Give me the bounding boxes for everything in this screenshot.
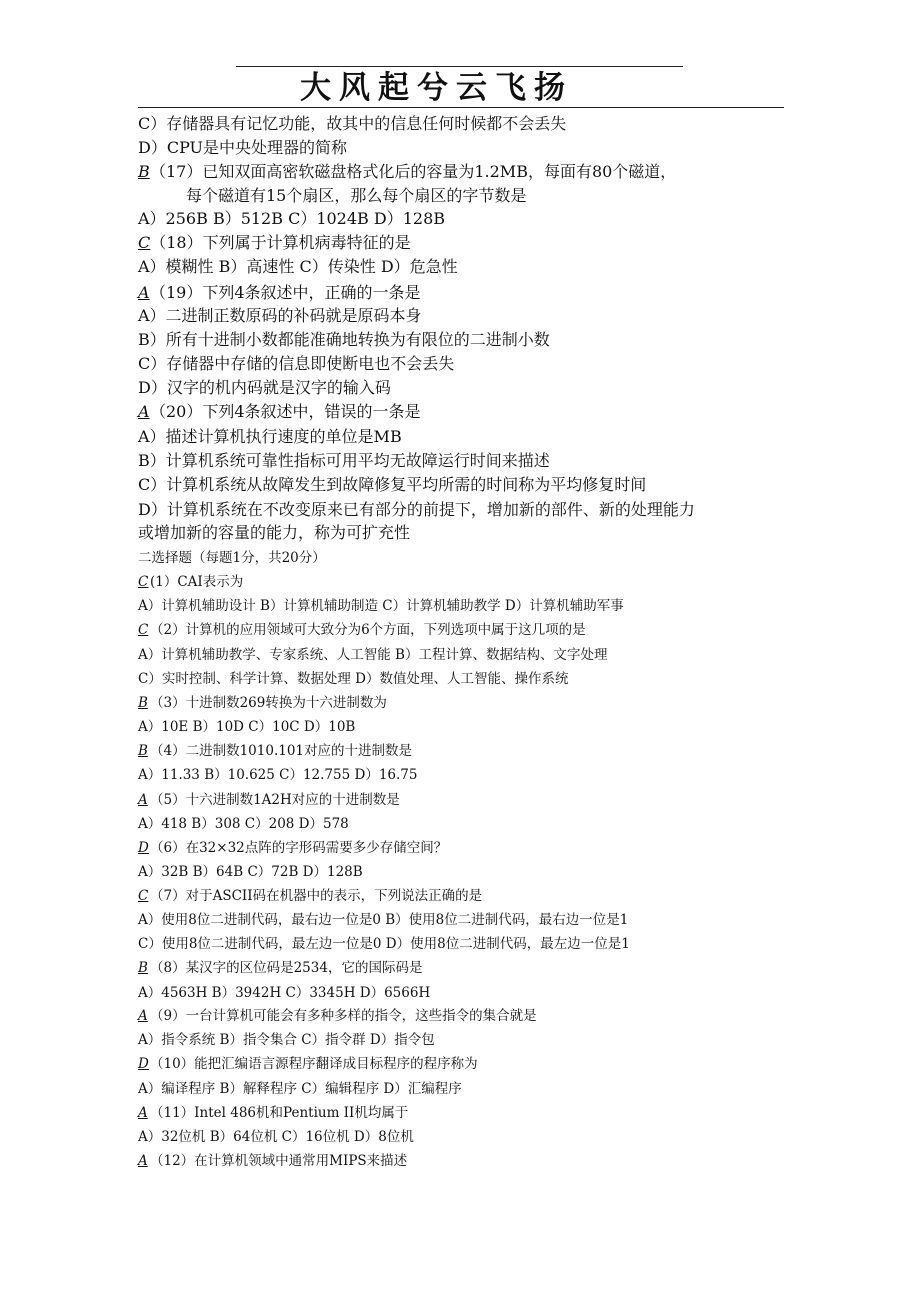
line-text: A）10E B）10D C）10C D）10B [138,719,356,735]
answer-mark: C [138,622,149,638]
line-text: A）11.33 B）10.625 C）12.755 D）16.75 [138,767,418,783]
text-line [138,669,568,689]
text-line [138,741,412,761]
text-line [138,572,243,592]
answer-mark: C [138,574,149,590]
text-line [138,1151,407,1171]
answer-mark: D [138,840,149,856]
line-text: （20）下列4条叙述中，错误的一条是 [150,402,421,421]
text-line [138,426,402,448]
header-rule-bottom [138,107,784,108]
line-text: （6）在32×32点阵的字形码需要多少存储空间？ [150,840,448,856]
line-text: A）32位机 B）64位机 C）16位机 D）8位机 [138,1129,414,1145]
text-line [138,693,387,713]
line-text: （12）在计算机领域中通常用MIPS来描述 [150,1153,408,1169]
line-text: (1）CAI表示为 [150,574,244,590]
answer-mark: A [138,283,150,302]
text-line [138,1079,462,1099]
answer-mark: D [138,1056,149,1072]
text-line [138,838,447,858]
text-line [138,161,676,183]
text-line [138,113,566,135]
text-line [138,305,422,327]
answer-mark: A [138,402,150,421]
answer-mark: A [138,1153,148,1169]
text-line [138,886,482,906]
line-text: A）模糊性 B）高速性 C）传染性 D）危急性 [138,257,458,276]
answer-mark: A [138,1105,148,1121]
answer-mark: C [138,233,151,252]
text-line [138,1127,414,1147]
answer-mark: A [138,1008,148,1024]
text-line [138,1103,408,1123]
text-line [138,1006,537,1026]
text-line [186,185,526,207]
text-line [138,377,391,399]
line-text: （10）能把汇编语言源程序翻译成目标程序的程序称为 [150,1056,478,1072]
line-text: （3）十进制数269转换为十六进制数为 [150,695,387,711]
text-line [138,137,347,159]
line-text: A）计算机辅助设计 B）计算机辅助制造 C）计算机辅助教学 D）计算机辅助军事 [138,598,624,614]
text-line [138,522,410,544]
text-line [138,1030,435,1050]
line-text: （9）一台计算机可能会有多种多样的指令，这些指令的集合就是 [150,1008,537,1024]
text-line [138,232,411,254]
line-text: （19）下列4条叙述中，正确的一条是 [150,283,421,302]
answer-mark: C [138,888,149,904]
answer-mark: B [138,162,150,181]
text-line [138,814,349,834]
text-line [138,983,430,1003]
line-text: D）CPU是中央处理器的简称 [138,138,348,157]
line-text: （7）对于ASCII码在机器中的表示，下列说法正确的是 [150,888,483,904]
text-line [138,1054,478,1074]
line-text: B）所有十进制小数都能准确地转换为有限位的二进制小数 [138,330,550,349]
line-text: A）二进制正数原码的补码就是原码本身 [138,306,422,325]
line-text: （8）某汉字的区位码是2534，它的国际码是 [150,960,423,976]
line-text: （11）Intel 486机和Pentium II机均属于 [150,1105,409,1121]
line-text: A）32B B）64B C）72B D）128B [138,864,363,880]
line-text: A）使用8位二进制代码，最右边一位是0 B）使用8位二进制代码，最右边一位是1 [138,912,629,928]
header-rule-top [236,66,683,67]
text-line [138,282,421,304]
line-text: C）存储器中存储的信息即使断电也不会丢失 [138,354,455,373]
line-text: （18）下列属于计算机病毒特征的是 [150,233,411,252]
line-text: D）计算机系统在不改变原来已有部分的前提下，增加新的部件、新的处理能力 [138,500,695,519]
line-text: C）计算机系统从故障发生到故障修复平均所需的时间称为平均修复时间 [138,475,647,494]
text-line [138,910,628,930]
text-line [138,548,326,568]
text-line [138,450,550,472]
line-text: A）256B B）512B C）1024B D）128B [138,209,446,228]
line-text: （17）已知双面高密软磁盘格式化后的容量为1.2MB，每面有80个磁道， [150,162,677,181]
answer-mark: B [138,695,148,711]
line-text: A）418 B）308 C）208 D）578 [138,816,349,832]
line-text: （5）十六进制数1A2H对应的十进制数是 [150,792,400,808]
text-line [138,765,417,785]
line-text: 每个磁道有15个扇区，那么每个扇区的字节数是 [186,186,527,205]
line-text: C）使用8位二进制代码，最左边一位是0 D）使用8位二进制代码，最左边一位是1 [138,936,630,952]
line-text: A）4563H B）3942H C）3345H D）6566H [138,985,431,1001]
text-line [138,862,363,882]
line-text: 二选择题（每题1分，共20分） [138,550,326,566]
text-line [138,620,586,640]
text-line [138,717,355,737]
line-text: D）汉字的机内码就是汉字的输入码 [138,378,391,397]
answer-mark: B [138,743,148,759]
text-line [138,401,421,423]
text-line [138,474,646,496]
text-line [138,790,400,810]
text-line [138,329,550,351]
line-text: B）计算机系统可靠性指标可用平均无故障运行时间来描述 [138,451,550,470]
line-text: C）存储器具有记忆功能，故其中的信息任何时候都不会丢失 [138,114,567,133]
text-line [138,934,630,954]
line-text: （4）二进制数1010.101对应的十进制数是 [150,743,413,759]
text-line [138,645,607,665]
text-line [138,256,458,278]
line-text: C）实时控制、科学计算、数据处理 D）数值处理、人工智能、操作系统 [138,671,569,687]
line-text: A）编译程序 B）解释程序 C）编辑程序 D）汇编程序 [138,1081,462,1097]
answer-mark: B [138,960,148,976]
line-text: A）指令系统 B）指令集合 C）指令群 D）指令包 [138,1032,435,1048]
header-banner: 大风起兮云飞扬 [300,70,573,106]
line-text: （2）计算机的应用领域可大致分为6个方面，下列选项中属于这几项的是 [150,622,586,638]
text-line [138,353,454,375]
answer-mark: A [138,792,148,808]
text-line [138,208,445,230]
text-line [138,596,624,616]
text-line [138,958,422,978]
line-text: A）描述计算机执行速度的单位是MB [138,427,402,446]
line-text: A）计算机辅助教学、专家系统、人工智能 B）工程计算、数据结构、文字处理 [138,647,608,663]
text-line [138,499,695,521]
line-text: 或增加新的容量的能力，称为可扩充性 [138,523,411,542]
